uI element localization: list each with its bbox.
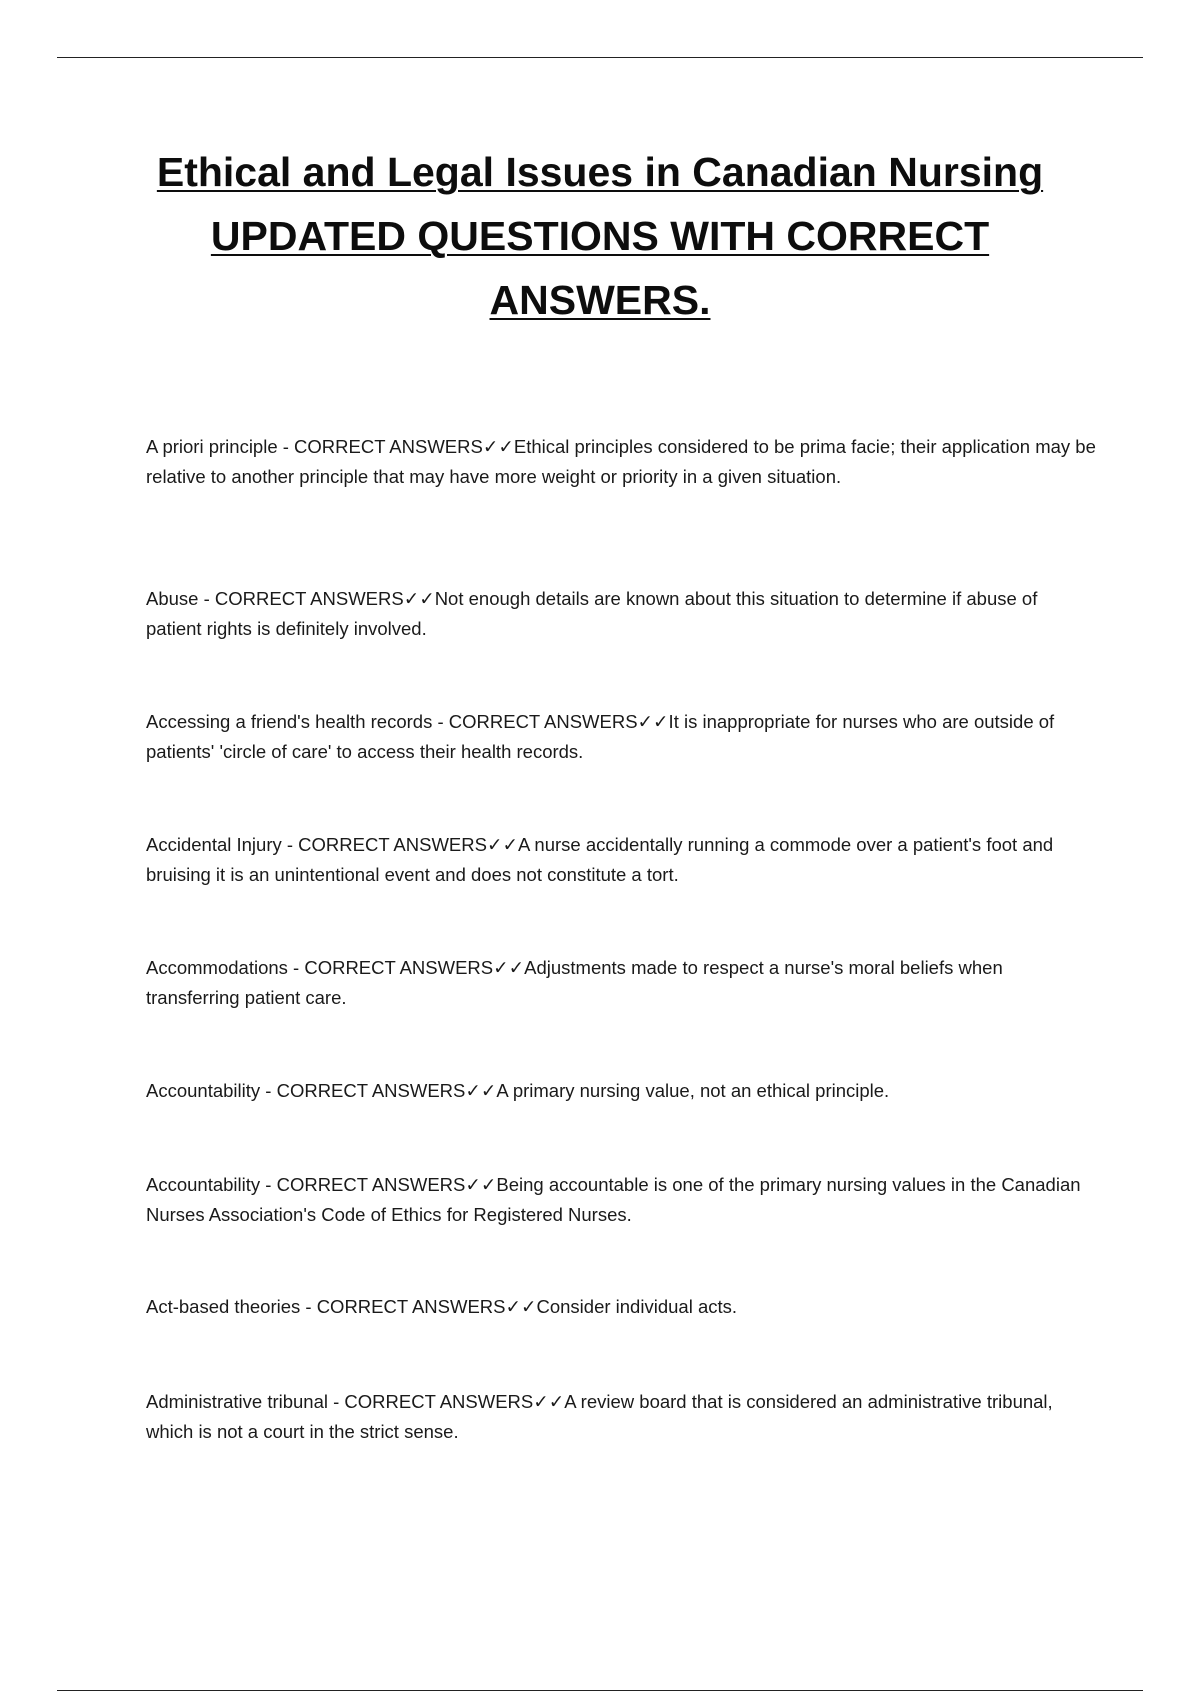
title-line-3: ANSWERS. — [489, 277, 711, 323]
title-line-1: Ethical and Legal Issues in Canadian Nursing — [156, 149, 1044, 195]
document-title — [150, 140, 1050, 332]
qa-entry: Accountability - CORRECT ANSWERS✓✓A primary nursing value, not an ethical principle. — [146, 1080, 890, 1101]
qa-entry: Act-based theories - CORRECT ANSWERS✓✓Consider individual acts. — [146, 1296, 738, 1317]
top-rule — [57, 57, 1143, 58]
title-line-2: UPDATED QUESTIONS WITH CORRECT — [210, 213, 990, 259]
qa-entry: Accommodations - CORRECT ANSWERS✓✓Adjustments made to respect a nurse's moral beliefs when transferring patient care. — [146, 957, 1003, 1008]
qa-entry: Accountability - CORRECT ANSWERS✓✓Being accountable is one of the primary nursing values in the Canadian Nurses Association's Code of Ethics for Registered Nurses. — [146, 1174, 1081, 1225]
qa-entry: Accidental Injury - CORRECT ANSWERS✓✓A nurse accidentally running a commode over a patient's foot and bruising it is an unintentional event and does not constitute a tort. — [146, 834, 1054, 885]
qa-entry: Administrative tribunal - CORRECT ANSWERS✓✓A review board that is considered an administrative tribunal, which is not a court in the strict sense. — [146, 1391, 1053, 1442]
qa-entry: Abuse - CORRECT ANSWERS✓✓Not enough details are known about this situation to determine if abuse of patient rights is definitely involved. — [146, 588, 1038, 639]
qa-entry: Accessing a friend's health records - CORRECT ANSWERS✓✓It is inappropriate for nurses who are outside of patients' 'circle of care' to access their health records. — [146, 711, 1055, 762]
qa-entry: A priori principle - CORRECT ANSWERS✓✓Ethical principles considered to be prima facie; their application may be relative to another principle that may have more weight or priority in a given situation. — [146, 436, 1096, 487]
bottom-rule — [57, 1690, 1143, 1691]
